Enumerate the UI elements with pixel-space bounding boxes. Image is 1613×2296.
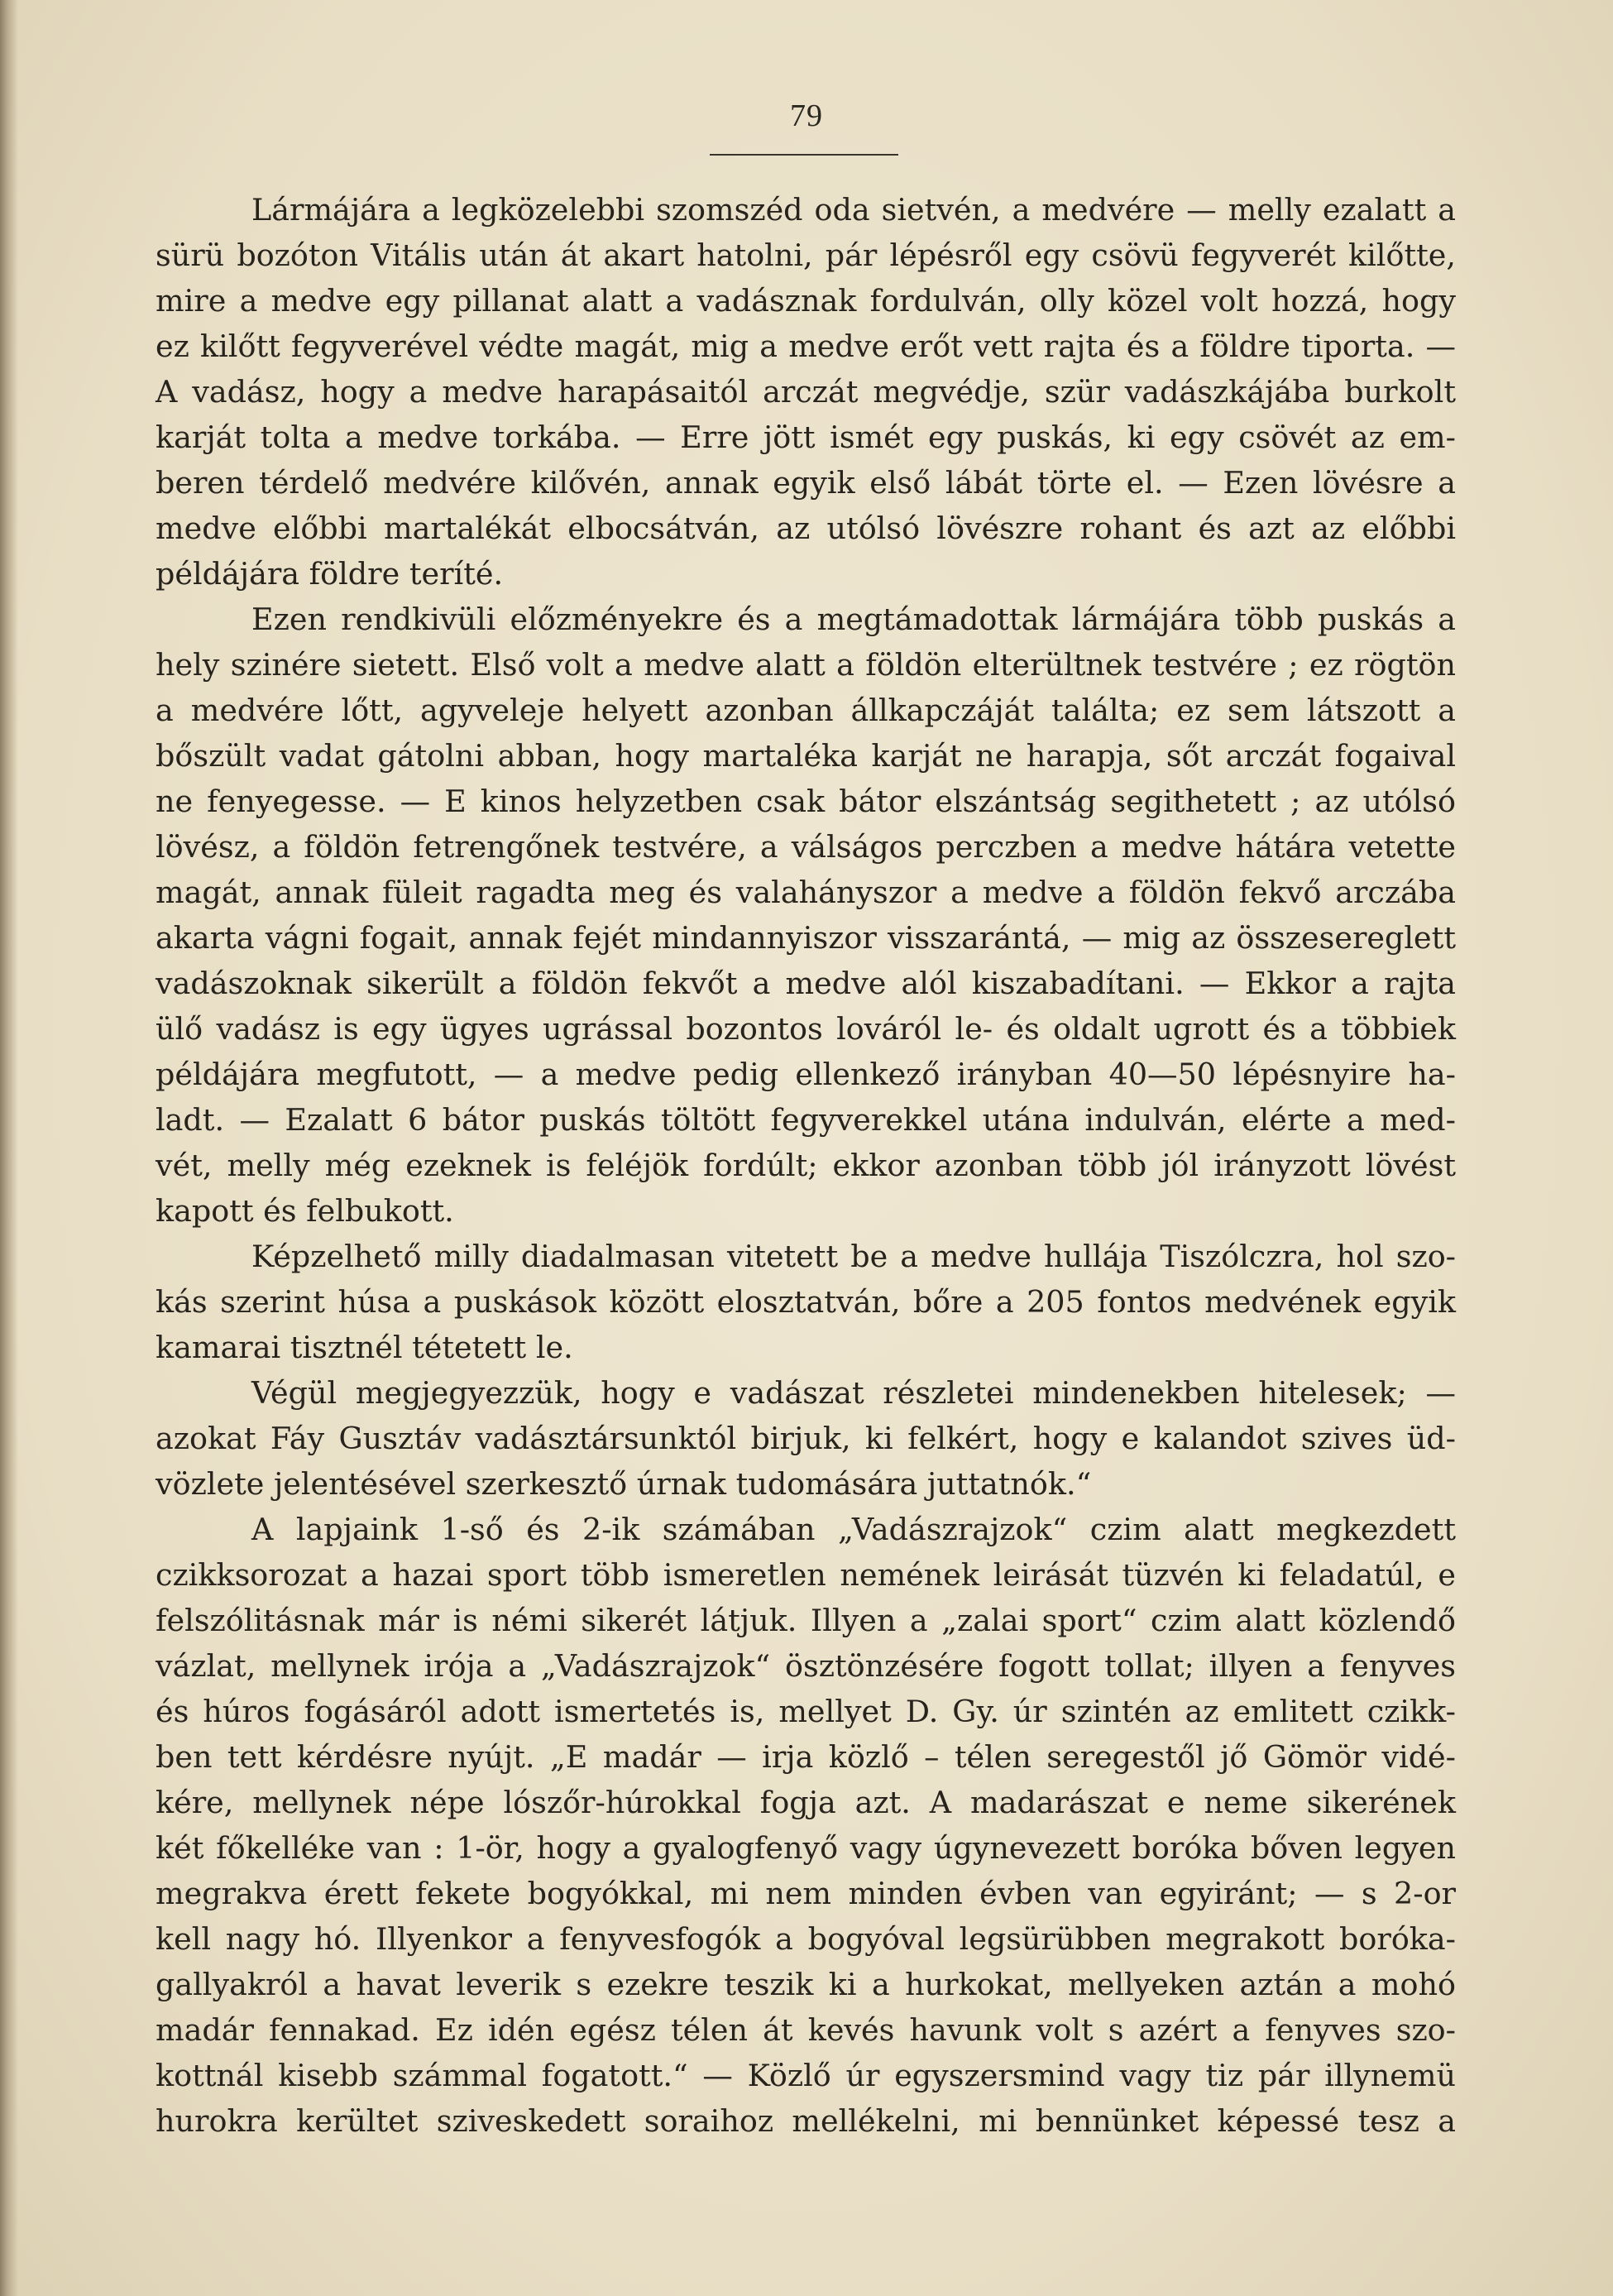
text-line: megrakva érett fekete bogyókkal, mi nem minden évben van egyiránt; — s 2-or xyxy=(156,1876,1456,1911)
text-line: vözlete jelentésével szerkesztő úrnak tudomására juttatnók.“ xyxy=(156,1466,1092,1502)
text-line: a medvére lőtt, agyveleje helyett azonban állkapczáját találta; ez sem látszott a xyxy=(156,693,1456,728)
text-line: magát, annak füleit ragadta meg és valahányszor a medve a földön fekvő arczába xyxy=(156,875,1456,910)
text-line: gallyakról a havat leverik s ezekre teszik ki a hurkokat, mellyeken aztán a mohó xyxy=(156,1967,1456,2002)
text-line: ne fenyegesse. — E kinos helyzetben csak bátor elszántság segithetett ; az utólsó xyxy=(156,784,1456,819)
text-line: hely szinére sietett. Első volt a medve alatt a földön elterültnek testvére ; ez rögtön xyxy=(156,647,1456,683)
text-line: ülő vadász is egy ügyes ugrással bozontos lováról le- és oldalt ugrott és a többiek xyxy=(156,1011,1456,1047)
page-number: 79 xyxy=(790,98,823,133)
text-line: ben tett kérdésre nyújt. „E madár — irja közlő – télen seregestől jő Gömör vidé- xyxy=(156,1739,1456,1775)
text-line: Végül megjegyezzük, hogy e vadászat részletei mindenekben hitelesek; — xyxy=(251,1375,1456,1411)
header-rule xyxy=(710,154,898,156)
binding-shadow xyxy=(0,0,18,2296)
text-line: Képzelhető milly diadalmasan vitetett be a medve hullája Tiszólczra, hol szo- xyxy=(251,1239,1456,1274)
text-line: kamarai tisztnél tétetett le. xyxy=(156,1330,573,1365)
text-line: ladt. — Ezalatt 6 bátor puskás töltött fegyverekkel utána indulván, elérte a med- xyxy=(156,1102,1456,1138)
text-line: vázlat, mellynek irója a „Vadászrajzok“ ösztönzésére fogott tollat; illyen a fenyves xyxy=(156,1648,1456,1684)
text-line: A vadász, hogy a medve harapásaitól arczát megvédje, szür vadászkájába burkolt xyxy=(156,374,1456,410)
text-line: czikksorozat a hazai sport több ismeretlen nemének leirását tüzvén ki feladatúl, e xyxy=(156,1557,1456,1593)
text-line: két főkelléke van : 1-ör, hogy a gyalogfenyő vagy úgynevezett boróka bőven legyen xyxy=(156,1830,1456,1866)
text-line: hurokra kerültet sziveskedett soraihoz mellékelni, mi bennünket képessé tesz a xyxy=(156,2103,1456,2139)
text-line: medve előbbi martalékát elbocsátván, az utólsó lövészre rohant és azt az előbbi xyxy=(156,510,1456,546)
text-line: beren térdelő medvére kilővén, annak egyik első lábát törte el. — Ezen lövésre a xyxy=(156,465,1456,501)
text-line: azokat Fáy Gusztáv vadásztársunktól birjuk, ki felkért, hogy e kalandot szives üd- xyxy=(156,1421,1456,1456)
text-line: bőszült vadat gátolni abban, hogy martaléka karját ne harapja, sőt arczát fogaival xyxy=(156,738,1456,774)
text-line: kapott és felbukott. xyxy=(156,1193,454,1229)
text-line: ez kilőtt fegyverével védte magát, mig a medve erőt vett rajta és a földre tiporta. — xyxy=(156,328,1456,364)
text-line: felszólitásnak már is némi sikerét látjuk. Illyen a „zalai sport“ czim alatt közlendő xyxy=(156,1603,1456,1638)
text-line: Ezen rendkivüli előzményekre és a megtámadottak lármájára több puskás a xyxy=(251,602,1456,637)
text-line: mire a medve egy pillanat alatt a vadásznak fordulván, olly közel volt hozzá, hogy xyxy=(156,283,1456,319)
text-line: sürü bozóton Vitális után át akart hatolni, pár lépésről egy csövü fegyverét kilőtte, xyxy=(156,237,1456,273)
text-line: vadászoknak sikerült a földön fekvőt a medve alól kiszabadítani. — Ekkor a rajta xyxy=(156,966,1456,1001)
text-line: kottnál kisebb számmal fogatott.“ — Közlő úr egyszersmind vagy tiz pár illynemü xyxy=(156,2058,1456,2093)
text-line: példájára megfutott, — a medve pedig ellenkező irányban 40—50 lépésnyire ha- xyxy=(156,1057,1456,1092)
text-line: kére, mellynek népe lószőr-húrokkal fogja azt. A madarászat e neme sikerének xyxy=(156,1785,1456,1820)
body-text xyxy=(156,187,1456,2144)
text-line: lövész, a földön fetrengőnek testvére, a válságos perczben a medve hátára vetette xyxy=(156,829,1456,865)
text-line: madár fennakad. Ez idén egész télen át kevés havunk volt s azért a fenyves szo- xyxy=(156,2012,1456,2048)
text-line: A lapjaink 1-ső és 2-ik számában „Vadászrajzok“ czim alatt megkezdett xyxy=(251,1512,1456,1547)
text-line: karját tolta a medve torkába. — Erre jött ismét egy puskás, ki egy csövét az em- xyxy=(156,419,1456,455)
text-line: és húros fogásáról adott ismertetés is, mellyet D. Gy. úr szintén az emlitett czikk- xyxy=(156,1694,1456,1729)
text-line: vét, melly még ezeknek is feléjök fordúlt; ekkor azonban több jól irányzott lövést xyxy=(156,1148,1456,1183)
text-line: Lármájára a legközelebbi szomszéd oda sietvén, a medvére — melly ezalatt a xyxy=(251,192,1456,228)
text-line: kás szerint húsa a puskások között elosztatván, bőre a 205 fontos medvének egyik xyxy=(156,1284,1456,1320)
text-line: akarta vágni fogait, annak fejét mindannyiszor visszarántá, — mig az összesereglett xyxy=(156,920,1456,956)
text-line: kell nagy hó. Illyenkor a fenyvesfogók a bogyóval legsürübben megrakott boróka- xyxy=(156,1921,1456,1957)
text-line: példájára földre teríté. xyxy=(156,556,504,592)
